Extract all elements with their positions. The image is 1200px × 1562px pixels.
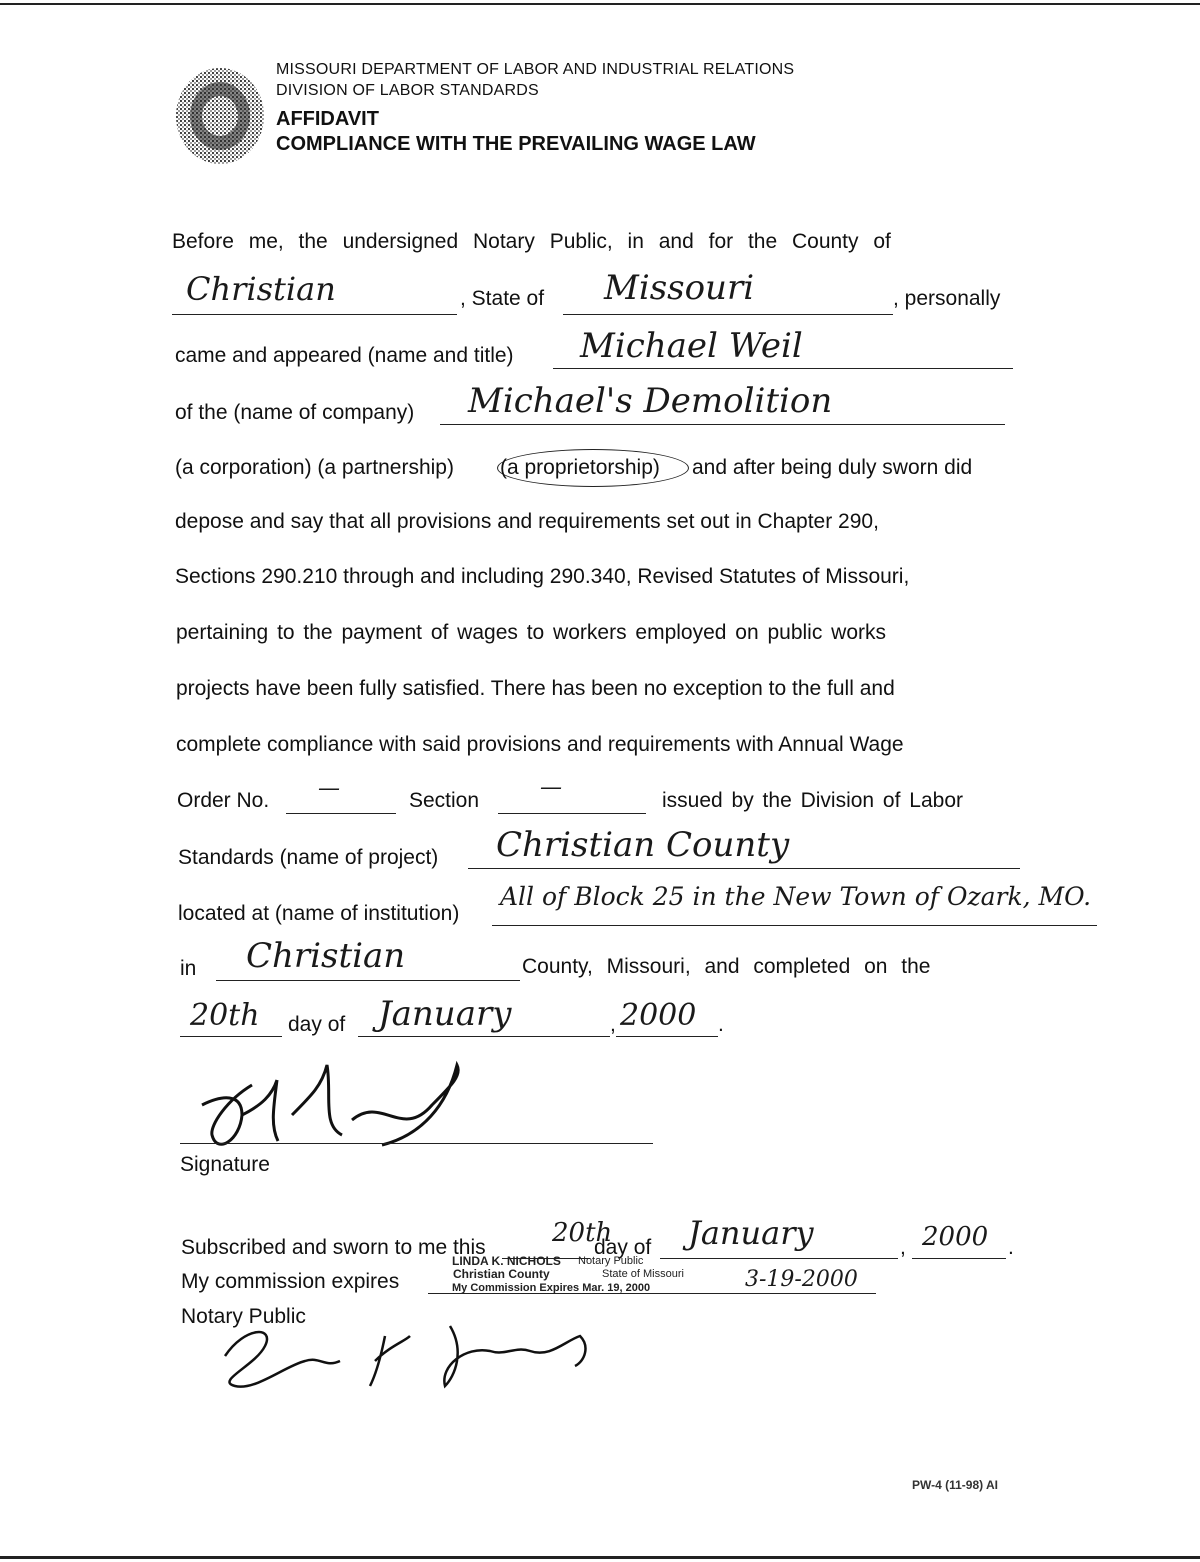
sworn-year-comma: , — [900, 1236, 906, 1259]
document-type: AFFIDAVIT — [276, 108, 379, 130]
sworn-day-of-label: day of — [594, 1236, 652, 1259]
order-no-blank — [286, 813, 396, 814]
stamp-state: State of Missouri — [602, 1268, 684, 1280]
state-value: Missouri — [604, 268, 755, 308]
completion-day-value: 20th — [190, 998, 260, 1033]
stamp-notary-role: Notary Public — [578, 1255, 644, 1267]
name-title-value: Michael Weil — [580, 326, 803, 366]
sworn-month-value: January — [688, 1214, 814, 1252]
sworn-day-value: 20th — [552, 1218, 613, 1248]
body-line-6: depose and say that all provisions and requirements set out in Chapter 290, — [175, 510, 879, 533]
state-label: , State of — [460, 287, 545, 310]
county-blank — [172, 314, 457, 315]
county-missouri-label: County, Missouri, and completed on the — [522, 955, 931, 978]
institution-blank — [492, 925, 1097, 926]
completion-county-value: Christian — [246, 936, 406, 976]
company-label: of the (name of company) — [175, 401, 415, 424]
personally-label: , personally — [893, 287, 1001, 310]
section-blank — [498, 813, 646, 814]
stamp-expiration: My Commission Expires Mar. 19, 2000 — [452, 1282, 651, 1294]
institution-value: All of Block 25 in the New Town of Ozark, MO. — [500, 882, 1092, 911]
entity-type-proprietorship: (a proprietorship) — [500, 456, 660, 479]
commission-blank — [428, 1293, 876, 1294]
document-title: COMPLIANCE WITH THE PREVAILING WAGE LAW — [276, 133, 756, 155]
county-value: Christian — [186, 270, 336, 308]
name-title-label: came and appeared (name and title) — [175, 344, 514, 367]
in-label: in — [180, 957, 197, 980]
name-title-blank — [553, 368, 1013, 369]
intro-line: Before me, the undersigned Notary Public, in and for the County of — [172, 230, 891, 253]
notary-public-label: Notary Public — [181, 1305, 306, 1328]
body-line-8: pertaining to the payment of wages to workers employed on public works — [176, 621, 887, 644]
commission-label: My commission expires — [181, 1270, 400, 1293]
section-value: — — [540, 775, 562, 800]
affiant-signature-image — [182, 1045, 482, 1155]
year-comma: , — [610, 1013, 616, 1036]
company-value: Michael's Demolition — [468, 381, 833, 421]
institution-label: located at (name of institution) — [178, 902, 460, 925]
body-line-7: Sections 290.210 through and including 290.340, Revised Statutes of Missouri, — [175, 565, 910, 588]
bottom-scan-edge — [0, 1556, 1200, 1559]
stamp-county: Christian County — [453, 1267, 550, 1281]
completion-month-value: January — [378, 994, 512, 1034]
entity-type-corporation-partnership: (a corporation) (a partnership) — [175, 456, 454, 479]
body-line-9: projects have been fully satisfied. There has been no exception to the full and — [176, 677, 895, 700]
completion-year-blank — [616, 1036, 718, 1037]
sworn-label: and after being duly sworn did — [692, 456, 973, 479]
line-end-period: . — [718, 1013, 724, 1036]
completion-month-blank — [358, 1036, 610, 1037]
sworn-year-blank — [912, 1258, 1006, 1259]
division-name: DIVISION OF LABOR STANDARDS — [276, 82, 539, 99]
signature-label: Signature — [180, 1153, 270, 1176]
issued-by-label: issued by the Division of Labor — [662, 789, 963, 812]
body-line-10: complete compliance with said provisions and requirements with Annual Wage — [176, 733, 904, 756]
project-label: Standards (name of project) — [178, 846, 439, 869]
project-blank — [468, 868, 1020, 869]
department-name: MISSOURI DEPARTMENT OF LABOR AND INDUSTRIAL RELATIONS — [276, 61, 795, 78]
order-no-label: Order No. — [177, 789, 270, 812]
top-scan-edge — [0, 3, 1200, 5]
order-no-value: — — [318, 776, 340, 801]
signature-blank — [180, 1143, 653, 1144]
sworn-month-blank — [660, 1258, 898, 1259]
day-of-label: day of — [288, 1013, 346, 1036]
completion-year-value: 2000 — [620, 998, 697, 1033]
sworn-year-value: 2000 — [922, 1222, 989, 1252]
missouri-seal-icon — [172, 60, 268, 168]
sworn-line-end-period: . — [1008, 1236, 1014, 1259]
stamp-notary-name: LINDA K. NICHOLS — [452, 1254, 561, 1268]
form-code: PW-4 (11-98) AI — [912, 1478, 999, 1492]
completion-county-blank — [216, 980, 520, 981]
completion-day-blank — [180, 1036, 282, 1037]
section-label: Section — [409, 789, 480, 812]
project-value: Christian County — [496, 825, 790, 865]
subscribed-label: Subscribed and sworn to me this — [181, 1236, 486, 1259]
commission-date-value: 3-19-2000 — [745, 1267, 858, 1292]
company-blank — [440, 424, 1005, 425]
notary-signature-image — [205, 1306, 605, 1398]
state-blank — [563, 314, 893, 315]
